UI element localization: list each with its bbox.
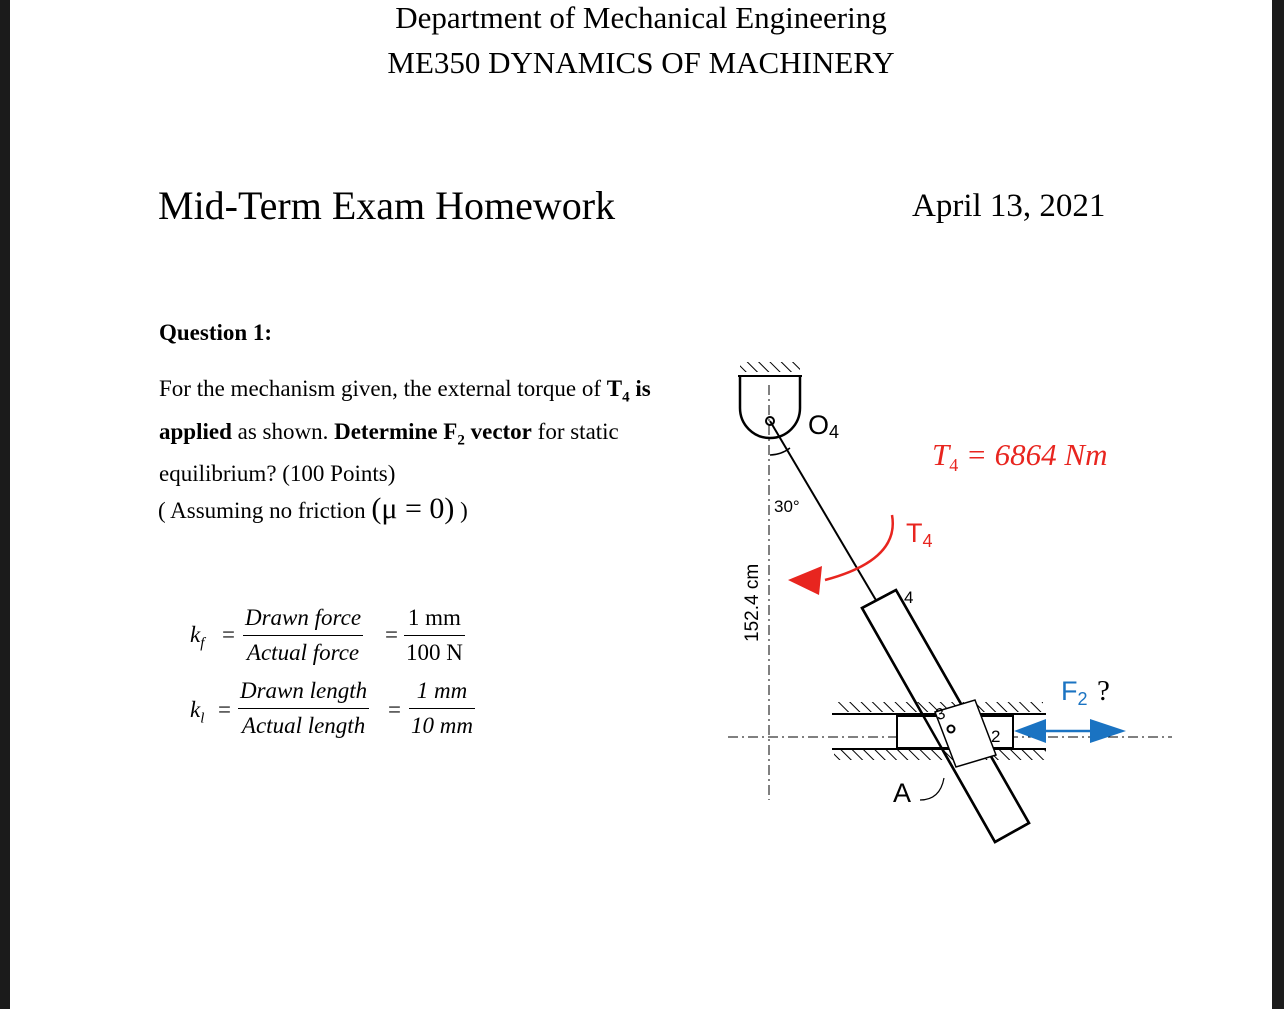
link-3-label: 3 xyxy=(933,705,948,725)
question-line-2-end: for static xyxy=(531,418,619,444)
angle-label: 30° xyxy=(774,497,800,516)
slider-lower-hatch xyxy=(834,750,1046,760)
kl-numerator-1: Drawn length xyxy=(238,678,369,709)
kl-k: k xyxy=(190,697,201,722)
vector-bold: vector xyxy=(464,418,532,444)
kf-numerator-2: 1 mm xyxy=(407,605,461,630)
determine-bold: Determine F xyxy=(334,418,458,444)
force-label xyxy=(1061,676,1088,709)
kf-denominator-2: 100 N xyxy=(406,640,463,665)
pivot-o4-label xyxy=(808,410,839,442)
kf-equals-1: = xyxy=(222,622,235,647)
kf-k: k xyxy=(190,622,201,647)
link-2-label: 2 xyxy=(991,727,1001,746)
assumption-prefix: ( Assuming no friction xyxy=(158,498,372,523)
page-title: Mid-Term Exam Homework xyxy=(158,183,616,228)
course-header: ME350 DYNAMICS OF MACHINERY xyxy=(387,45,895,80)
force-question-mark: ? xyxy=(1097,675,1110,707)
exam-date: April 13, 2021 xyxy=(912,188,1106,224)
force-label-sub: 2 xyxy=(1077,689,1088,709)
pivot-o-sub: 4 xyxy=(829,422,840,442)
kl-numerator-2: 1 mm xyxy=(416,678,468,703)
torque-label-sub: 4 xyxy=(922,531,933,551)
kl-equals-2: = xyxy=(388,697,401,722)
question-line-2-text: as shown. xyxy=(231,418,335,444)
force-arrow-head-left xyxy=(1014,719,1046,743)
torque-symbol: T xyxy=(606,376,623,401)
torque-eq-sub: 4 xyxy=(949,455,959,475)
pivot-bracket xyxy=(740,376,800,438)
torque-equation xyxy=(932,437,1107,475)
assumption-suffix: ) xyxy=(454,498,468,523)
dimension-label: 152.4 cm xyxy=(742,563,763,642)
force-arrow-head-right xyxy=(1090,719,1126,743)
torque-eq-t: T xyxy=(932,437,950,472)
torque-symbol-sub: 4 xyxy=(622,389,630,406)
applied-bold: applied xyxy=(159,418,232,444)
department-header: Department of Mechanical Engineering xyxy=(395,0,887,35)
point-a-leader xyxy=(920,778,944,800)
kf-denominator-1: Actual force xyxy=(246,640,360,665)
kf-sub: f xyxy=(200,635,205,652)
kf-numerator-1: Drawn force xyxy=(243,605,363,636)
mu-equals-zero: (μ = 0) xyxy=(371,492,455,525)
link-4-label: 4 xyxy=(904,588,914,607)
top-ground-hatch xyxy=(740,362,800,372)
question-line-3: equilibrium? (100 Points) xyxy=(159,461,396,487)
kf-equals-2: = xyxy=(385,622,398,647)
torque-label-t: T xyxy=(906,518,923,548)
kl-denominator-2: 10 mm xyxy=(411,713,473,738)
torque-label xyxy=(906,518,933,551)
question-heading: Question 1: xyxy=(159,320,273,345)
kl-denominator-1: Actual length xyxy=(241,713,366,738)
question-line-1-text: For the mechanism given, the external torque of xyxy=(159,376,607,401)
pivot-o-text: O xyxy=(808,410,830,440)
kl-sub: l xyxy=(200,710,205,727)
force-symbol-sub: 2 xyxy=(457,432,465,449)
question-line-1-bold: is xyxy=(629,376,651,401)
kl-equals-1: = xyxy=(218,697,231,722)
point-a-label: A xyxy=(893,778,912,808)
torque-arrow-head xyxy=(788,566,822,595)
torque-eq-rest: = 6864 Nm xyxy=(958,437,1108,472)
pin-a xyxy=(948,726,955,733)
force-label-f: F xyxy=(1061,676,1078,706)
